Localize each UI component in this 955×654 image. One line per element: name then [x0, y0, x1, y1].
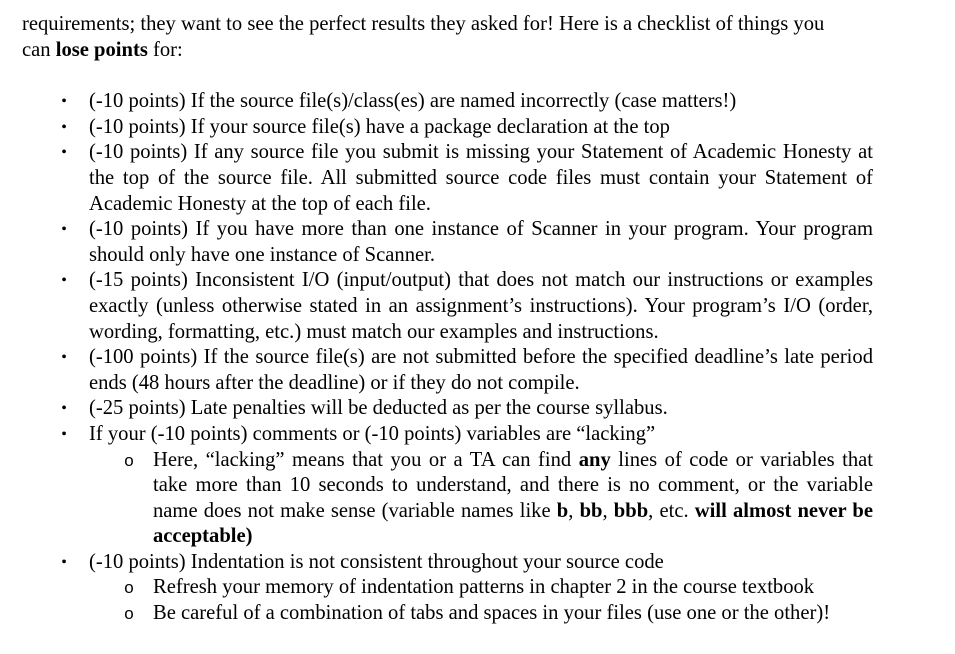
sub-bullet-icon: o: [124, 450, 134, 470]
list-item-text: If your (-10 points) comments or (-10 points) variables are “lacking”: [89, 422, 656, 445]
bullet-icon: •: [61, 425, 67, 443]
lacking-text-5: , etc.: [648, 499, 695, 522]
bullet-icon: •: [61, 553, 67, 571]
list-item: [22, 550, 873, 627]
intro-line-1: requirements; they want to see the perfect results they asked for! Here is a checklist of things you: [22, 13, 825, 35]
lacking-bold-bb: bb: [579, 499, 603, 522]
bullet-icon: •: [61, 400, 67, 418]
list-item: [22, 396, 873, 422]
lacking-bold-any: any: [578, 448, 611, 471]
sub-list-item: [22, 448, 873, 550]
sub-list-item-text: Refresh your memory of indentation patterns in chapter 2 in the course textbook: [153, 576, 815, 599]
lacking-bold-bbb: bbb: [613, 499, 649, 522]
sub-list-indentation: [89, 575, 873, 626]
intro-line-2-post: for:: [147, 38, 183, 61]
lacking-text-4: ,: [602, 499, 614, 522]
bullet-icon: •: [61, 93, 67, 111]
sub-list-lacking: [89, 448, 873, 550]
list-item: [22, 217, 873, 268]
bullet-icon: •: [61, 144, 67, 162]
intro-line-2-pre: can: [22, 38, 56, 61]
intro-paragraph: [22, 12, 873, 63]
intro-bold-lose-points: lose points: [55, 38, 148, 61]
sub-bullet-icon: o: [124, 578, 134, 598]
lacking-text-1: Here, “lacking” means that you or a TA can find: [153, 448, 579, 471]
sub-list-item: [22, 601, 873, 627]
list-item-text: (-10 points) If the source file(s)/class(es) are named incorrectly (case matters!): [89, 90, 737, 113]
bullet-icon: •: [61, 349, 67, 367]
list-item: [22, 140, 873, 217]
sub-list-item: [22, 575, 873, 601]
list-item-text: (-10 points) If you have more than one instance of Scanner in your program. Your program should only have one instance of Scanner.: [89, 218, 873, 266]
sub-list-item-text: Be careful of a combination of tabs and spaces in your files (use one or the other)!: [153, 602, 831, 625]
list-item: [22, 345, 873, 396]
list-item-text: (-10 points) If your source file(s) have a package declaration at the top: [89, 115, 670, 138]
lacking-bold-will-almost-never: will almost never be acceptable): [153, 499, 874, 548]
list-item-text: (-10 points) If any source file you submit is missing your Statement of Academic Honesty at the top of the source file. All submitted source code files must contain your Statement of Academic Honesty at the top of each file.: [89, 141, 873, 215]
bullet-icon: •: [61, 221, 67, 239]
list-item-text: (-100 points) If the source file(s) are not submitted before the specified deadline’s late period ends (48 hours after the deadline) or if they do not compile.: [89, 346, 873, 394]
deductions-list: [22, 89, 873, 626]
list-item: [22, 268, 873, 345]
bullet-icon: •: [61, 118, 67, 136]
list-item: [22, 422, 873, 550]
list-item: [22, 115, 873, 141]
list-item-text: (-15 points) Inconsistent I/O (input/output) that does not match our instructions or examples exactly (unless otherwise stated in an assignment’s instructions). Your program’s I/O (order, wording, formatting, etc.) must match our examples and instructions.: [89, 269, 873, 343]
document-page: [22, 12, 873, 627]
bullet-icon: •: [61, 272, 67, 290]
lacking-bold-b: b: [556, 499, 569, 522]
list-item-text: (-25 points) Late penalties will be deducted as per the course syllabus.: [89, 397, 668, 420]
list-item-text: (-10 points) Indentation is not consistent throughout your source code: [89, 550, 664, 573]
lacking-text-3: ,: [568, 499, 580, 522]
lacking-text-2: lines of code or variables that take more than 10 seconds to understand, and there is no comment, or the variable name does not make sense (variable names like: [153, 448, 874, 522]
list-item: [22, 89, 873, 115]
sub-bullet-icon: o: [124, 604, 134, 624]
